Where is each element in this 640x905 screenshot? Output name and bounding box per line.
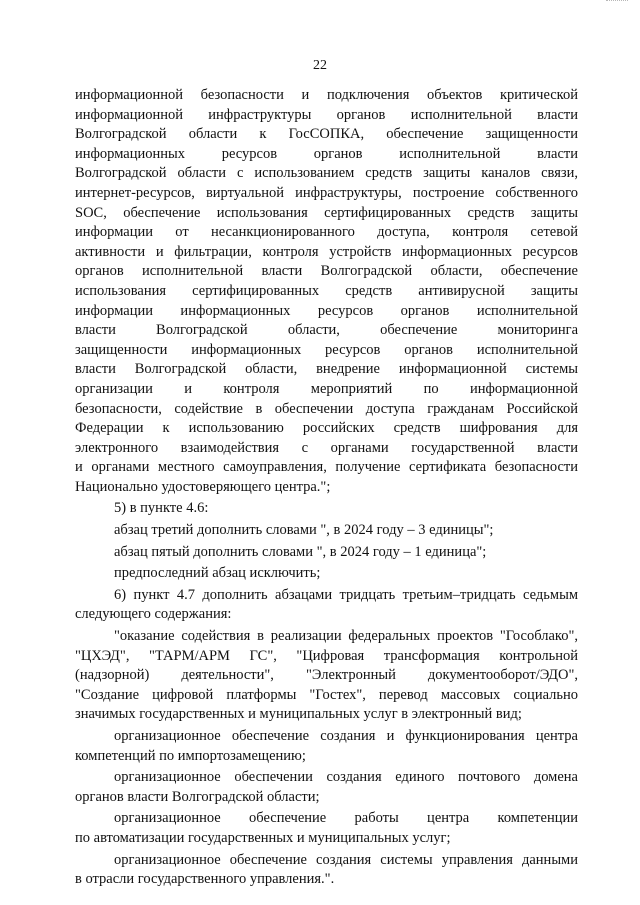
text-line: организационное обеспечение создания системы управления данными: [114, 851, 578, 868]
text-line: "Создание цифровой платформы "Гостех", перевод массовых социально: [75, 686, 578, 703]
text-line: власти Волгоградской области, внедрение информационной системы: [75, 361, 578, 378]
text-line: электронного взаимодействия с органами государственной власти: [75, 439, 578, 456]
amendment-item-6: [75, 586, 578, 625]
text-line: интернет-ресурсов, виртуальной инфраструктуры, построение собственного: [75, 184, 578, 201]
paragraph-continuation: [75, 86, 578, 497]
text-line: безопасности, содействие в обеспечении доступа гражданам Российской: [75, 400, 578, 417]
text-line: организационное обеспечение работы центра компетенции: [114, 810, 578, 827]
text-line: информационной безопасности и подключения объектов критической: [75, 87, 578, 103]
page-number: 22: [313, 58, 327, 73]
amendment-subitem: абзац пятый дополнить словами ", в 2024 году – 1 единица";: [114, 543, 487, 560]
text-line: защищенности информационных ресурсов органов исполнительной: [75, 341, 578, 358]
text-line: следующего содержания:: [75, 606, 232, 623]
text-line: SOC, обеспечение использования сертифицированных средств защиты: [75, 204, 578, 221]
text-line: по автоматизации государственных и муниципальных услуг;: [75, 829, 451, 846]
text-line: организационное обеспечение создания и функционирования центра: [114, 728, 578, 744]
text-line: значимых государственных и муниципальных услуг в электронный вид;: [75, 706, 522, 723]
text-line: Федерации к использованию российских средств шифрования для: [75, 420, 578, 437]
quoted-paragraph: [75, 627, 578, 725]
text-line: 6) пункт 4.7 дополнить абзацами тридцать третьим–тридцать седьмым: [114, 586, 578, 603]
text-line: власти Волгоградской области, обеспечение мониторинга: [75, 322, 578, 339]
text-line: Волгоградской области к ГосСОПКА, обеспечение защищенности: [75, 126, 578, 143]
text-line: (надзорной) деятельности", "Электронный документооборот/ЭДО",: [75, 667, 578, 684]
text-line: использования сертифицированных средств антивирусной защиты: [75, 282, 578, 299]
text-line: органов власти Волгоградской области;: [75, 788, 320, 805]
text-line: информации информационных ресурсов органов исполнительной: [75, 302, 578, 319]
text-line: организации и контроля мероприятий по информационной: [75, 380, 578, 397]
text-line: в отрасли государственного управления.".: [75, 871, 335, 888]
quoted-paragraph: [75, 768, 578, 807]
text-line: "оказание содействия в реализации федеральных проектов "Гособлако",: [114, 628, 578, 645]
quoted-paragraph: [75, 727, 578, 766]
document-body: [75, 86, 578, 890]
text-line: информационных ресурсов органов исполнительной власти: [75, 145, 578, 162]
text-line: компетенций по импортозамещению;: [75, 747, 306, 764]
text-line: "ЦХЭД", "ТАРМ/АРМ ГС", "Цифровая трансформация контрольной: [75, 647, 578, 664]
text-line: органов исполнительной власти Волгоградской области, обеспечение: [75, 263, 578, 280]
amendment-subitem: предпоследний абзац исключить;: [114, 565, 321, 582]
text-line: организационное обеспечении создания единого почтового домена: [114, 769, 578, 786]
amendment-item-5: 5) в пункте 4.6:: [114, 500, 209, 517]
text-line: Национально удостоверяющего центра.";: [75, 478, 331, 495]
scan-mark: [606, 0, 628, 4]
text-line: и органами местного самоуправления, получение сертификата безопасности: [75, 459, 578, 476]
amendment-subitem: абзац третий дополнить словами ", в 2024 году – 3 единицы";: [114, 522, 494, 539]
text-line: информационной инфраструктуры органов исполнительной власти: [75, 106, 578, 123]
quoted-paragraph: [75, 809, 578, 848]
text-line: Волгоградской области с использованием средств защиты каналов связи,: [75, 165, 578, 182]
quoted-paragraph: [75, 851, 578, 890]
text-line: информации от несанкционированного доступа, контроля сетевой: [75, 224, 578, 241]
text-line: активности и фильтрации, контроля устройств информационных ресурсов: [75, 243, 578, 260]
